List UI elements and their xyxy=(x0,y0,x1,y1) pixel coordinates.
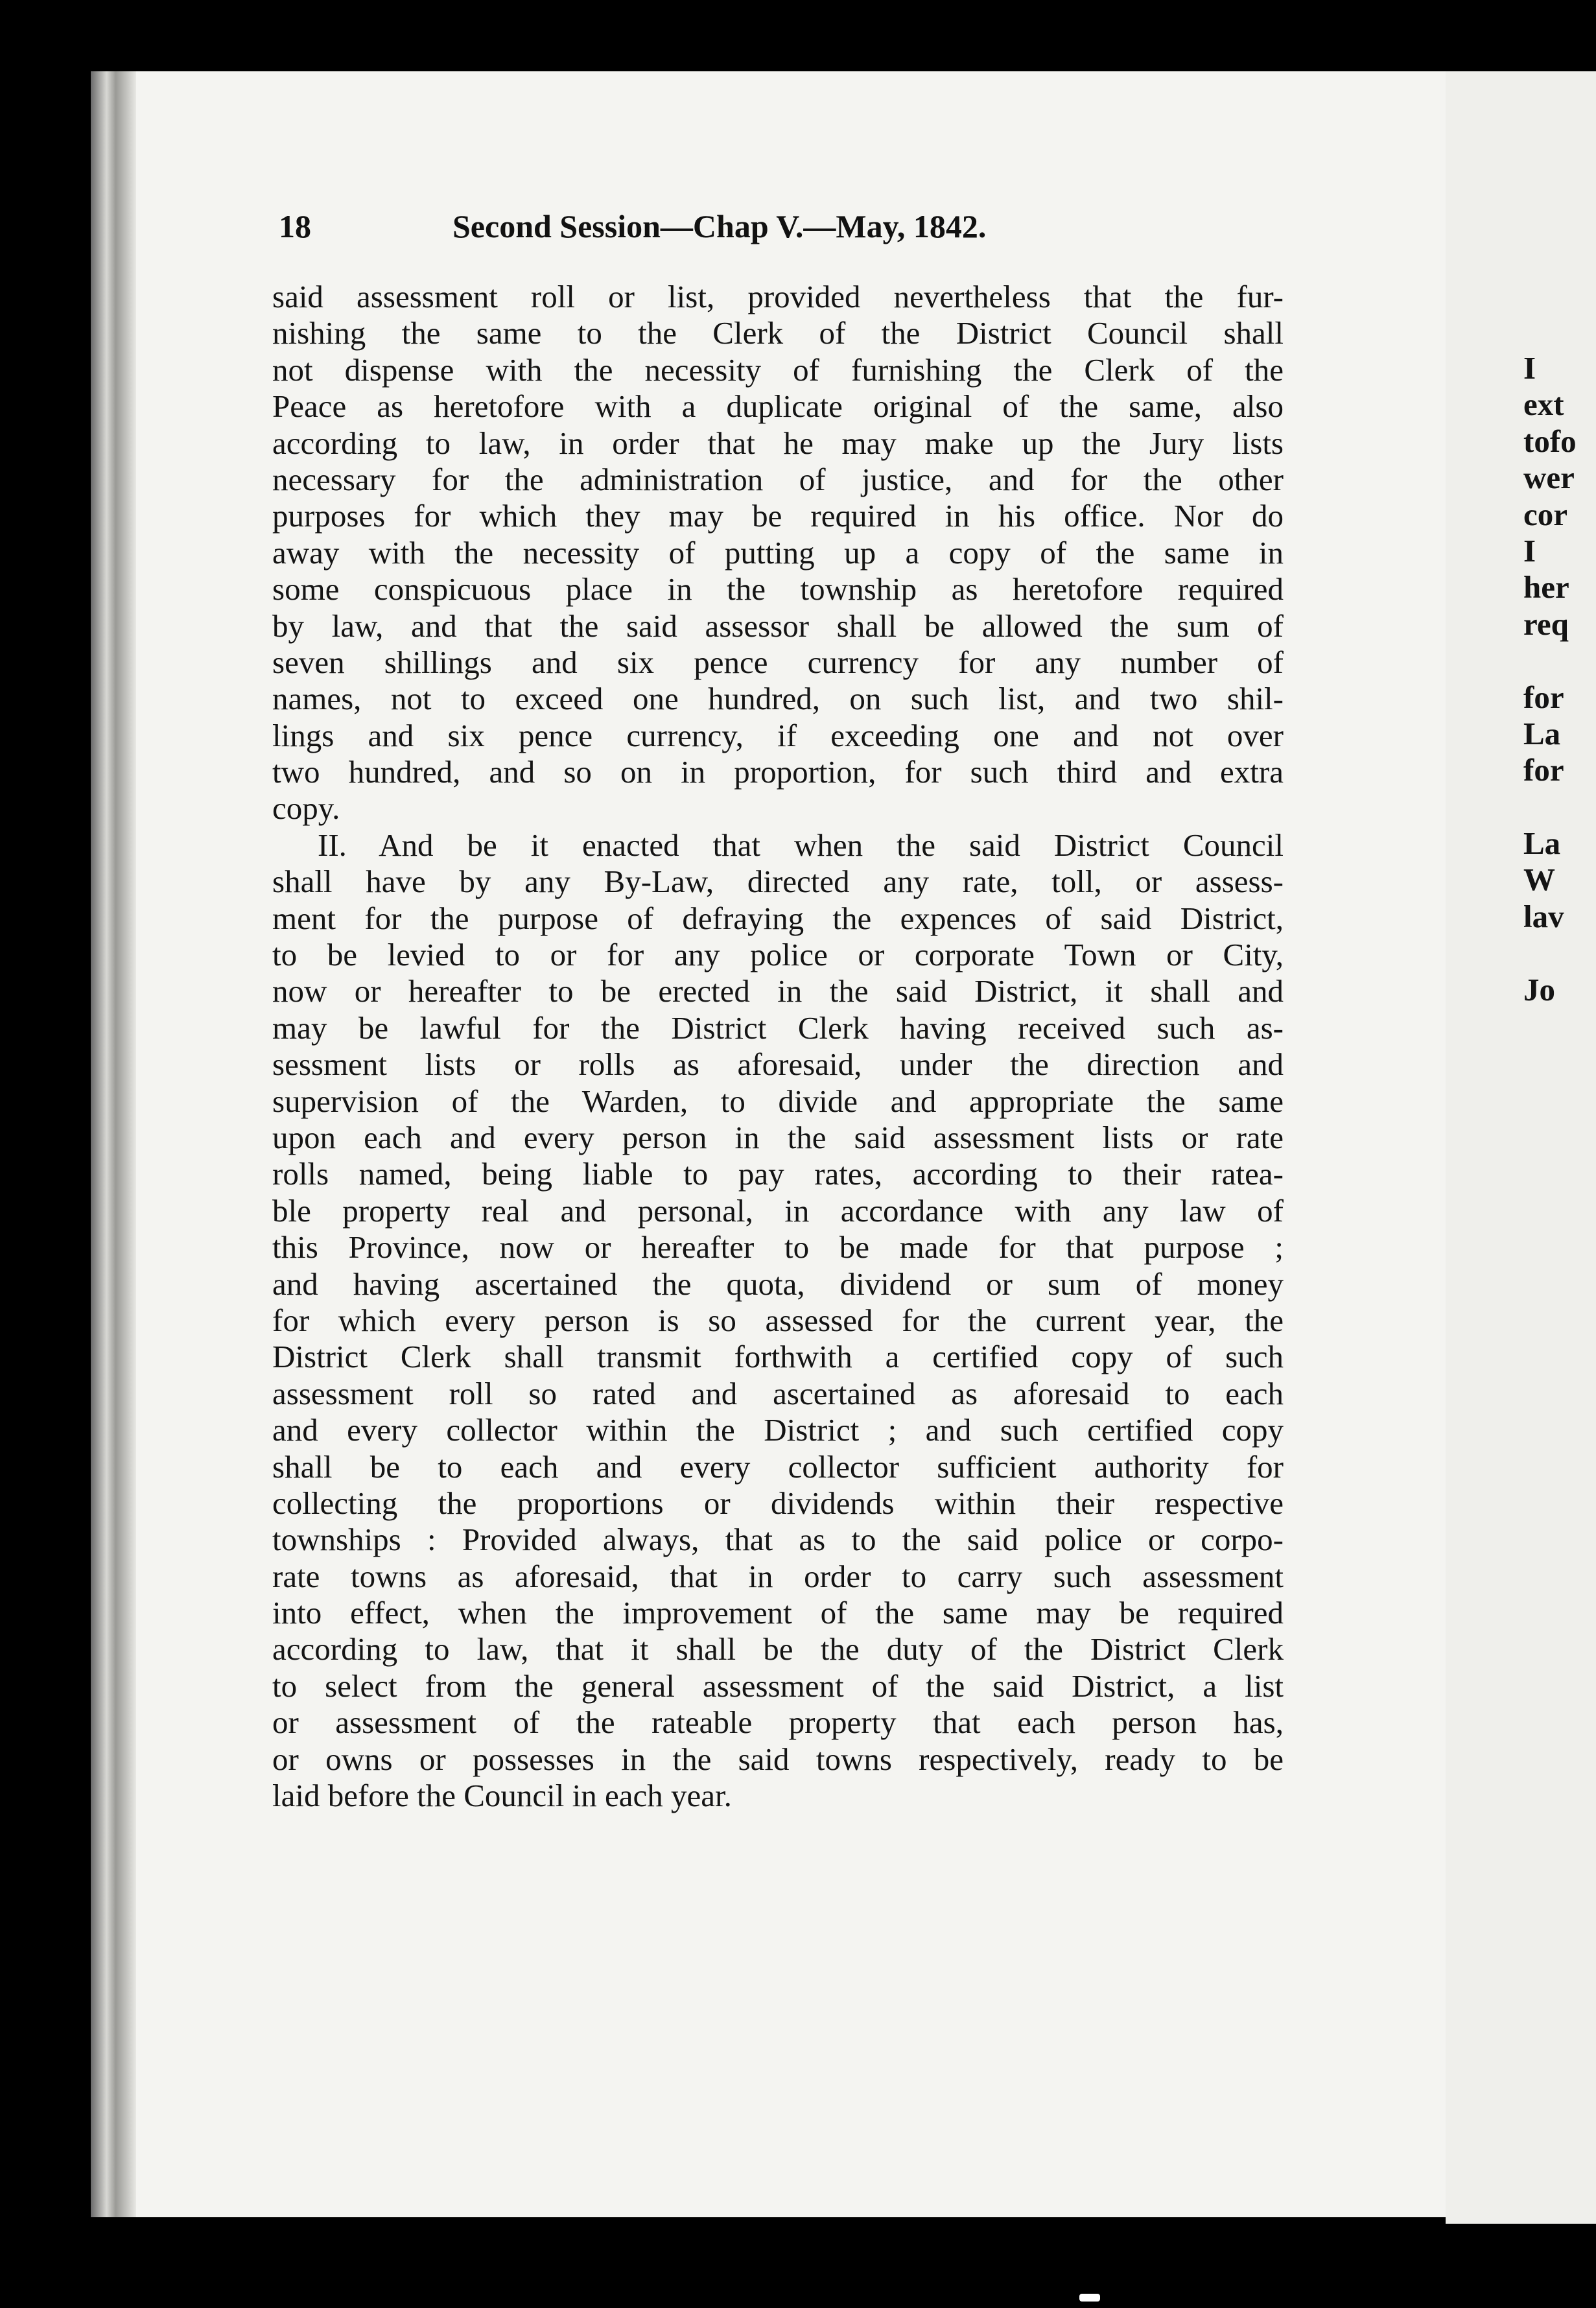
facing-page-line: W xyxy=(1523,862,1555,898)
facing-page-line: cor xyxy=(1523,496,1567,532)
text-line: lings and six pence currency, if exceeding one and not over xyxy=(272,717,1284,753)
scan-artifact xyxy=(1079,2294,1100,2302)
text-line: rate towns as aforesaid, that in order to carry such assessment xyxy=(272,1558,1284,1594)
text-line: rolls named, being liable to pay rates, according to their ratea- xyxy=(272,1156,1284,1192)
text-line: copy. xyxy=(272,790,340,827)
page-number: 18 xyxy=(279,208,311,244)
facing-page-line: wer xyxy=(1523,460,1575,496)
text-line: shall be to each and every collector sufficient authority for xyxy=(272,1448,1284,1485)
text-line: two hundred, and so on in proportion, for such third and extra xyxy=(272,754,1284,790)
text-line: necessary for the administration of justice, and for the other xyxy=(272,461,1284,497)
text-line: to be levied to or for any police or corporate Town or City, xyxy=(272,937,1284,973)
text-line: by law, and that the said assessor shall be allowed the sum of xyxy=(272,607,1284,644)
text-line: Peace as heretofore with a duplicate original of the same, also xyxy=(272,388,1284,425)
text-line: ment for the purpose of defraying the expences of said District, xyxy=(272,900,1284,936)
text-line: upon each and every person in the said assessment lists or rate xyxy=(272,1119,1284,1155)
text-line: supervision of the Warden, to divide and appropriate the same xyxy=(272,1083,1284,1119)
facing-page-line: for xyxy=(1523,752,1564,788)
text-line: District Clerk shall transmit forthwith a certified copy of such xyxy=(272,1339,1284,1375)
text-line: not dispense with the necessity of furnishing the Clerk of the xyxy=(272,351,1284,388)
text-line: or assessment of the rateable property that each person has, xyxy=(272,1704,1284,1741)
facing-page-line: La xyxy=(1523,825,1561,862)
text-line: some conspicuous place in the township as heretofore required xyxy=(272,571,1284,607)
body-text xyxy=(272,279,1284,1814)
facing-page-line: req xyxy=(1523,606,1569,642)
text-line: away with the necessity of putting up a copy of the same in xyxy=(272,534,1284,571)
text-line: to select from the general assessment of the said District, a list xyxy=(272,1667,1284,1704)
text-line: may be lawful for the District Clerk having received such as- xyxy=(272,1009,1284,1046)
text-line: laid before the Council in each year. xyxy=(272,1778,732,1814)
text-line: purposes for which they may be required in his office. Nor do xyxy=(272,498,1284,534)
text-line: this Province, now or hereafter to be made for that purpose ; xyxy=(272,1229,1284,1266)
facing-page-line: for xyxy=(1523,679,1564,715)
text-line: collecting the proportions or dividends within their respective xyxy=(272,1485,1284,1521)
text-line: and every collector within the District ; and such certified copy xyxy=(272,1412,1284,1448)
facing-page-text xyxy=(1523,350,1577,1008)
text-line: townships : Provided always, that as to the said police or corpo- xyxy=(272,1522,1284,1558)
text-line: and having ascertained the quota, dividend or sum of money xyxy=(272,1266,1284,1302)
text-line: into effect, when the improvement of the same may be required xyxy=(272,1595,1284,1631)
text-line: according to law, that it shall be the duty of the District Clerk xyxy=(272,1631,1284,1667)
facing-page-line: lav xyxy=(1523,898,1564,934)
facing-page-line xyxy=(1523,935,1577,971)
text-line: or owns or possesses in the said towns respectively, ready to be xyxy=(272,1741,1284,1777)
facing-page-line: ext xyxy=(1523,386,1564,423)
text-line: said assessment roll or list, provided nevertheless that the fur- xyxy=(272,279,1284,314)
page-edge-shadow xyxy=(91,71,136,2217)
text-line: according to law, in order that he may make up the Jury lists xyxy=(272,425,1284,461)
text-line: assessment roll so rated and ascertained as aforesaid to each xyxy=(272,1375,1284,1411)
running-title: Second Session—Chap V.—May, 1842. xyxy=(452,208,987,244)
text-line: II. And be it enacted that when the said District Council xyxy=(318,827,1284,863)
facing-page-line: tofo xyxy=(1523,423,1577,459)
book-page xyxy=(91,71,1446,2217)
facing-page xyxy=(1446,71,1596,2224)
facing-page-line: La xyxy=(1523,715,1561,751)
text-line: nishing the same to the Clerk of the District Council shall xyxy=(272,315,1284,351)
facing-page-line xyxy=(1523,789,1577,825)
text-line: seven shillings and six pence currency for any number of xyxy=(272,644,1284,680)
facing-page-line: her xyxy=(1523,569,1569,606)
text-line: now or hereafter to be erected in the said District, it shall and xyxy=(272,973,1284,1009)
text-line: for which every person is so assessed for the current year, the xyxy=(272,1302,1284,1338)
text-line: ble property real and personal, in accordance with any law of xyxy=(272,1192,1284,1229)
facing-page-line: I xyxy=(1523,532,1536,569)
text-line: shall have by any By-Law, directed any rate, toll, or assess- xyxy=(272,864,1284,900)
page-header xyxy=(279,207,1225,259)
facing-page-line: I xyxy=(1523,350,1536,386)
text-line: sessment lists or rolls as aforesaid, under the direction and xyxy=(272,1046,1284,1083)
facing-page-line xyxy=(1523,642,1577,679)
text-line: names, not to exceed one hundred, on such list, and two shil- xyxy=(272,681,1284,717)
facing-page-line: Jo xyxy=(1523,971,1555,1007)
